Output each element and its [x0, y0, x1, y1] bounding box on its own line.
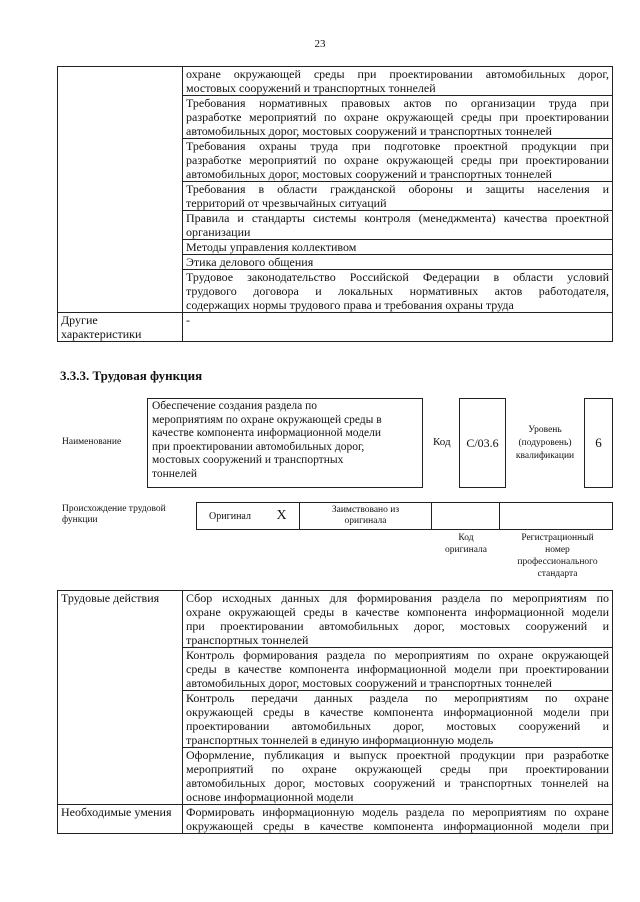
- origin-mark: X: [264, 502, 300, 530]
- knowledge-item: Трудовое законодательство Российской Федерации в области условий трудового договора и локальных нормативных актов работодателя, содержащих нормы трудового права и требования охраны труда: [183, 270, 613, 313]
- code-label: Код: [433, 436, 451, 448]
- skills-label: Необходимые умения: [58, 805, 183, 834]
- name-label: Наименование: [62, 437, 122, 447]
- knowledge-item: Требования охраны труда при подготовке проектной продукции при разработке мероприятий по охране окружающей среды при проектировании автомобильных дорог, мостовых сооружений и транспортных тоннелей: [183, 139, 613, 182]
- knowledge-item: Этика делового общения: [183, 255, 613, 270]
- origin-label: Происхождение трудовой функции: [62, 504, 166, 525]
- level-label: Уровень (подуровень) квалификации: [515, 424, 575, 461]
- actions-label: Трудовые действия: [58, 591, 183, 805]
- section-heading: 3.3.3. Трудовая функция: [60, 368, 203, 383]
- origin-original: Оригинал: [209, 510, 251, 522]
- knowledge-item: Правила и стандарты системы контроля (менеджмента) качества проектной организации: [183, 211, 613, 240]
- knowledge-item: охране окружающей среды при проектировании автомобильных дорог, мостовых сооружений и транспортных тоннелей: [183, 67, 613, 96]
- action-item: Контроль передачи данных раздела по мероприятиям по охране окружающей среды в качестве компонента информационной модели при проектировании автомобильных дорог, мостовых сооружений и транспортных тоннелей в единую информационную модель: [183, 691, 613, 748]
- row-label-cell: [58, 67, 183, 313]
- action-item: Оформление, публикация и выпуск проектной продукции при разработке мероприятий по охране окружающей среды при проектировании автомобильных дорог, мостовых сооружений и транспортных тоннелей на основе информационной модели: [183, 748, 613, 805]
- other-characteristics-label: Другие характеристики: [58, 313, 183, 342]
- code-value: C/03.6: [459, 398, 506, 488]
- skill-item: Формировать информационную модель раздела по мероприятиям по охране окружающей среды в качестве компонента информационной модели при: [183, 805, 613, 834]
- origin-code-cell: [432, 502, 500, 530]
- page-number: 23: [314, 38, 326, 50]
- table-row: [58, 805, 613, 834]
- knowledge-table: [57, 66, 613, 342]
- table-row: [58, 313, 613, 342]
- knowledge-item: Методы управления коллективом: [183, 240, 613, 255]
- level-value: 6: [584, 398, 613, 488]
- origin-borrowed: Заимствовано из оригинала: [300, 502, 432, 530]
- action-item: Сбор исходных данных для формирования раздела по мероприятиям по охране окружающей среды в качестве компонента информационной модели при проектировании автомобильных дорог, мостовых сооружений и транспортных тоннелей: [183, 591, 613, 648]
- actions-table: [57, 590, 613, 834]
- table-row: [58, 591, 613, 648]
- action-item: Контроль формирования раздела по мероприятиям по охране окружающей среды в качестве компонента информационной модели при проектировании автомобильных дорог, мостовых сооружений и транспортных тоннелей: [183, 648, 613, 691]
- table-row: [58, 67, 613, 96]
- code-original-caption: Код оригинала: [445, 533, 487, 555]
- knowledge-item: Требования нормативных правовых актов по организации труда при разработке мероприятий по охране окружающей среды при проектировании автомобильных дорог, мостовых сооружений и транспортных тоннелей: [183, 96, 613, 139]
- function-name-box: Обеспечение создания раздела по мероприятиям по охране окружающей среды в качестве компонента информационной модели при проектировании автомобильных дорог, мостовых сооружений и транспортных тоннелей: [147, 398, 423, 488]
- other-characteristics-value: -: [183, 313, 613, 342]
- registration-number-caption: Регистрационный номер профессионального стандарта: [517, 533, 598, 579]
- knowledge-item: Требования в области гражданской обороны и защиты населения и территорий от чрезвычайных ситуаций: [183, 182, 613, 211]
